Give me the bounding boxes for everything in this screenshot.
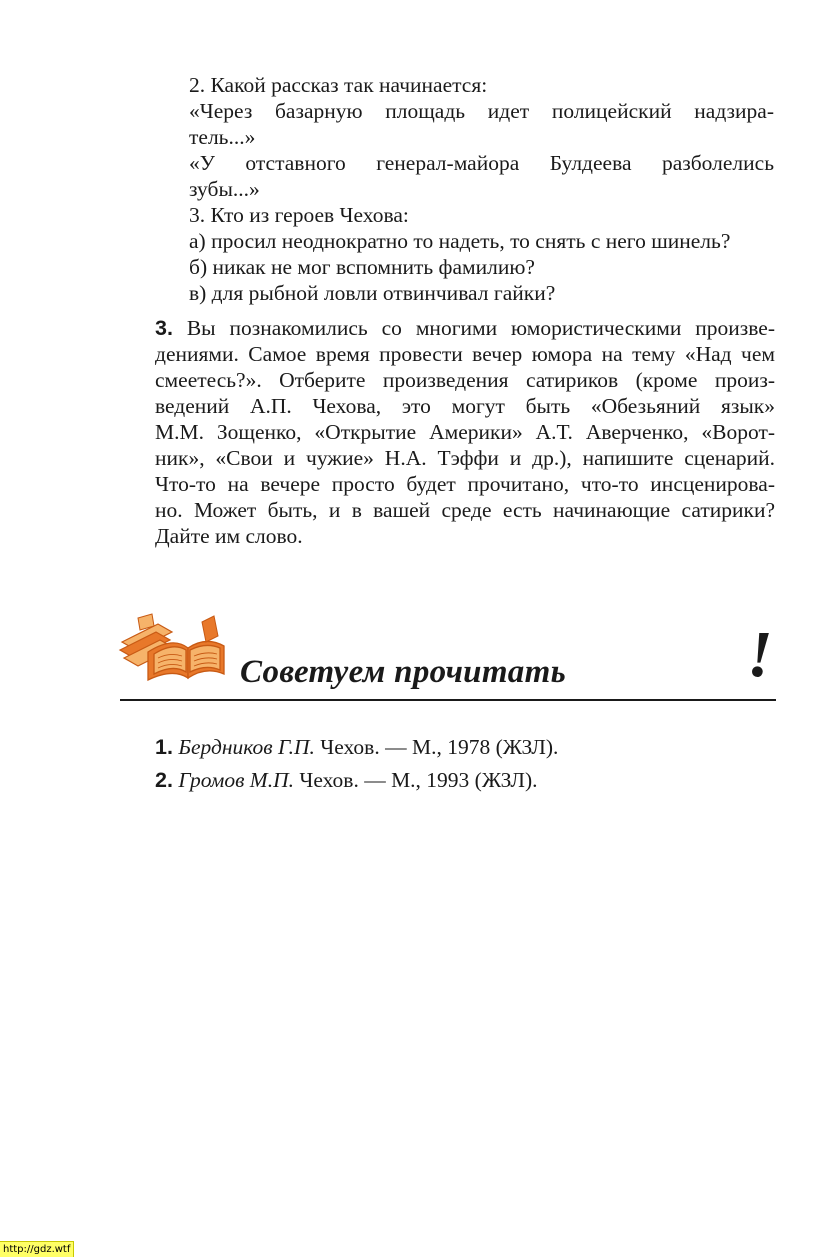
task-3-line: М.М. Зощенко, «Открытие Америки» А.Т. Аверченко, «Ворот- [155,420,775,444]
open-book-icon [118,612,228,682]
section-title: Советуем прочитать [240,654,566,690]
question-3-intro: 3. Кто из героев Чехова: [189,203,409,227]
question-2-quote-2-line-2: зубы...» [189,177,260,201]
task-3-line: 3. Вы познакомились со многими юмористическими произве- [155,316,775,340]
reference-item: 1. Бердников Г.П. Чехов. — М., 1978 (ЖЗЛ). [155,735,559,759]
task-3-line: смеетесь?». Отберите произведения сатириков (кроме произ- [155,368,775,392]
task-3-line: Дайте им слово. [155,524,303,548]
task-3-line: дениями. Самое время провести вечер юмора на тему «Над чем [155,342,775,366]
question-3-option-b: б) никак не мог вспомнить фамилию? [189,255,535,279]
watermark-link[interactable]: http://gdz.wtf [0,1241,74,1257]
question-2-quote-1-line-1: «Через базарную площадь идет полицейский надзира- [189,99,774,123]
question-3-option-c: в) для рыбной ловли отвинчивал гайки? [189,281,556,305]
reference-author: Громов М.П. [178,768,294,792]
task-3-line: ведений А.П. Чехова, это могут быть «Обезьяний язык» [155,394,775,418]
task-3-line: но. Может быть, и в вашей среде есть начинающие сатирики? [155,498,775,522]
question-2-quote-1-line-2: тель...» [189,125,256,149]
reference-item: 2. Громов М.П. Чехов. — М., 1993 (ЖЗЛ). [155,768,538,792]
task-3-paragraph [155,315,775,549]
task-3-line: ник», «Свои и чужие» Н.А. Тэффи и др.), напишите сценарий. [155,446,775,470]
question-3-option-a: а) просил неоднократно то надеть, то снять с него шинель? [189,229,731,253]
question-2-quote-2-line-1: «У отставного генерал-майора Булдеева разболелись [189,151,774,175]
question-2-intro: 2. Какой рассказ так начинается: [189,73,488,97]
section-divider [120,699,776,701]
exclamation-mark: ! [747,618,773,691]
task-3-line: Что-то на вечере просто будет прочитано, что-то инсценирова- [155,472,775,496]
task-3-number: 3. [155,316,173,340]
reference-author: Бердников Г.П. [178,735,315,759]
